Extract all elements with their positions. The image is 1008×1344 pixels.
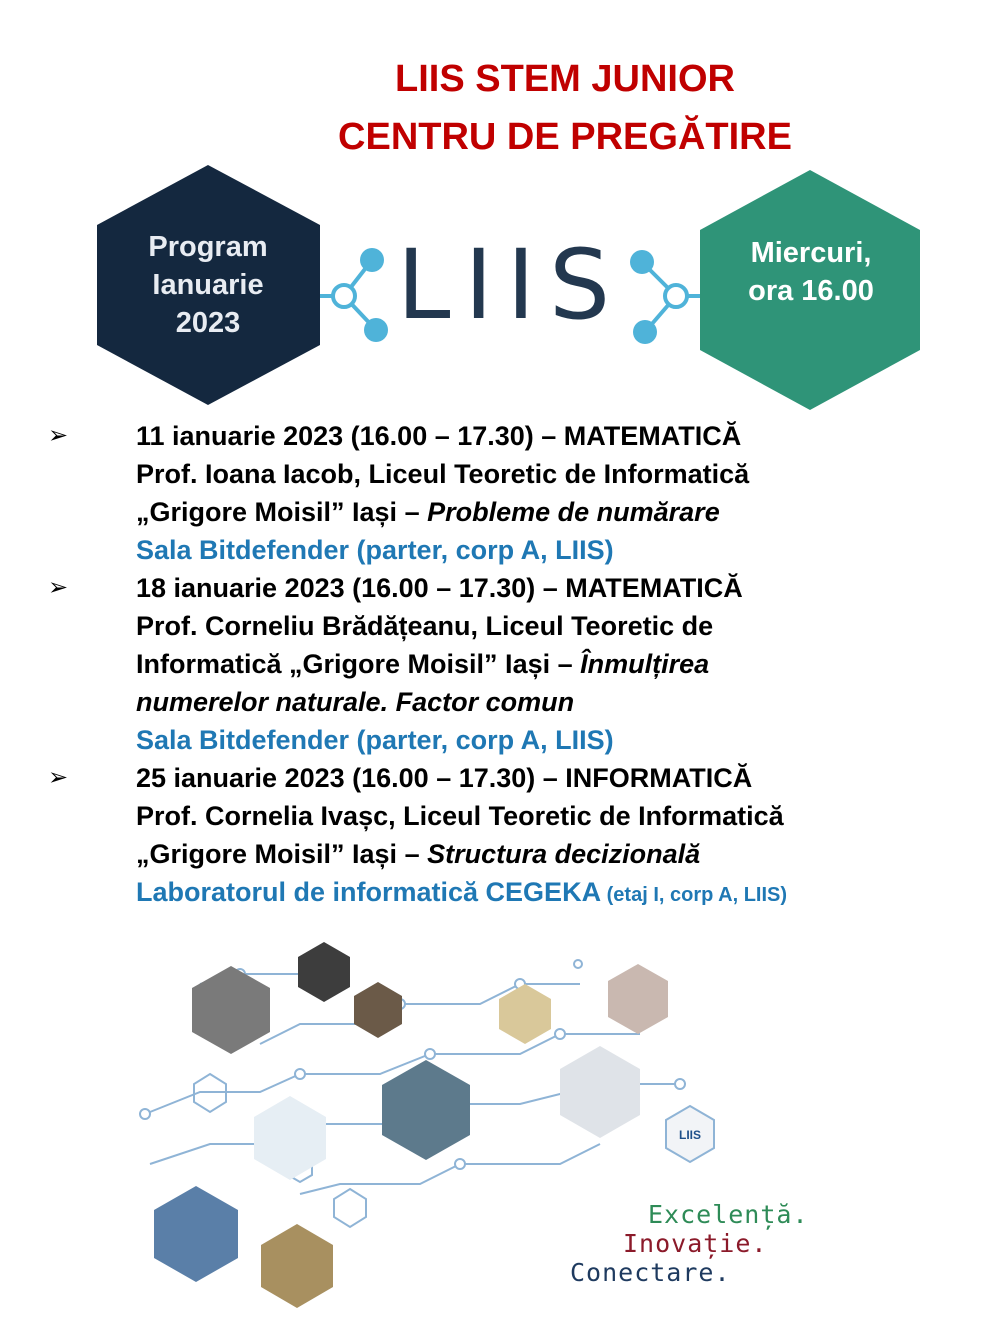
event-2-school-text: Informatică „Grigore Moisil” Iași – <box>136 649 581 679</box>
collage-badge-text: LIIS <box>678 1128 702 1142</box>
event-3-room <box>136 873 787 914</box>
hex-photo-medals <box>499 984 551 1044</box>
event-1-school <box>136 493 720 531</box>
hex-left-line-1: Program <box>148 231 268 263</box>
hex-left-line-3: 2023 <box>175 307 241 339</box>
logo-right-connector-icon <box>630 250 700 344</box>
event-2-school <box>136 645 709 683</box>
bullet-arrow-icon: ➢ <box>48 574 69 601</box>
event-2-room: Sala Bitdefender (parter, corp A, LIIS) <box>136 725 614 755</box>
header-graphics <box>0 0 1008 420</box>
hex-photo-chemistry <box>192 966 270 1054</box>
hex-right-label <box>700 234 922 310</box>
page-title-line-1: LIIS STEM JUNIOR <box>395 58 735 100</box>
hex-left-label <box>97 228 319 342</box>
hex-photo-robot <box>382 1060 470 1160</box>
event-3-prof: Prof. Cornelia Ivașc, Liceul Teoretic de Informatică <box>136 801 784 831</box>
bullet-arrow-icon: ➢ <box>48 422 69 449</box>
hex-right-line-1: Miercuri, <box>750 237 872 269</box>
event-2-date: 18 ianuarie 2023 (16.00 – 17.30) – MATEMATICĂ <box>136 573 743 603</box>
event-1-prof: Prof. Ioana Iacob, Liceul Teoretic de Informatică <box>136 459 750 489</box>
hex-photo-students <box>154 1186 238 1282</box>
hex-photo-crane <box>261 1224 333 1308</box>
event-3-room-detail: (etaj I, corp A, LIIS) <box>601 884 788 906</box>
hex-photo-lab <box>354 982 402 1038</box>
bullet-arrow-icon: ➢ <box>48 764 69 791</box>
logo-left-connector-icon <box>320 248 388 342</box>
event-2-topic-part-1: Înmulțirea <box>580 649 710 679</box>
event-1-room: Sala Bitdefender (parter, corp A, LIIS) <box>136 535 614 565</box>
hex-photo-drone <box>254 1096 326 1180</box>
hex-right-line-2: ora 16.00 <box>748 275 874 307</box>
event-3-school-text: „Grigore Moisil” Iași – <box>136 839 428 869</box>
event-1-topic: Probleme de numărare <box>427 497 720 527</box>
event-1-school-text: „Grigore Moisil” Iași – <box>136 497 428 527</box>
event-2-prof: Prof. Corneliu Brădățeanu, Liceul Teoretic de <box>136 611 714 641</box>
event-3-date: 25 ianuarie 2023 (16.00 – 17.30) – INFORMATICĂ <box>136 763 753 793</box>
page-title-line-2: CENTRU DE PREGĂTIRE <box>338 116 792 158</box>
event-3-topic: Structura decizională <box>427 839 701 869</box>
hex-photo-laptop <box>560 1046 640 1138</box>
slogan-line-3: Conectare. <box>570 1258 731 1287</box>
hex-photo-vr <box>608 964 668 1034</box>
event-2-topic-part-2: numerelor naturale. Factor comun <box>136 687 575 717</box>
slogan-line-2: Inovație. <box>623 1229 768 1258</box>
slogan-line-1: Excelență. <box>648 1200 809 1229</box>
event-3-school <box>136 835 700 873</box>
liis-logo: LIIS <box>397 229 625 341</box>
event-3-room-text: Laboratorul de informatică CEGEKA <box>136 877 602 907</box>
event-1-date: 11 ianuarie 2023 (16.00 – 17.30) – MATEMATICĂ <box>136 421 742 451</box>
hex-left-line-2: Ianuarie <box>152 269 264 301</box>
stem-collage-graphic <box>0 924 1008 1344</box>
hex-photo-3d-printer <box>298 942 350 1002</box>
